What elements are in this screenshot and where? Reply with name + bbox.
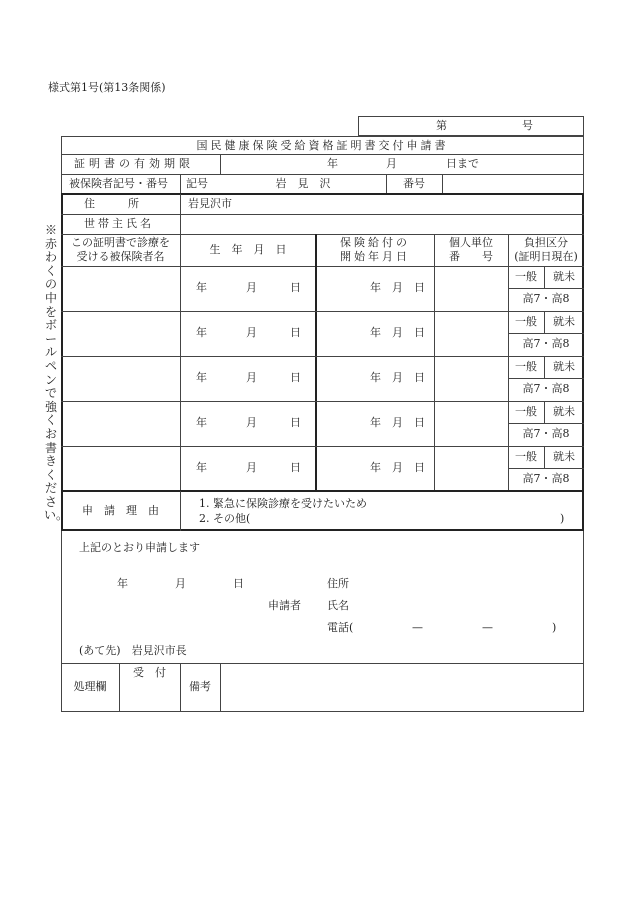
applicant-address-label: 住所 <box>327 577 349 590</box>
header-col4-line1: 個人単位 <box>449 236 493 249</box>
applicant-phone-close: ) <box>552 621 557 634</box>
side-note: ※赤わくの中をボールペンで強くお書きください。 <box>44 223 69 523</box>
row4-day: 日 <box>290 416 301 429</box>
head-label: 世帯主氏名 <box>84 217 154 230</box>
applicant-phone-dash1: — <box>412 621 423 634</box>
reason-option2-close: ) <box>560 512 565 525</box>
row1-koureki: 高7・高8 <box>522 292 570 305</box>
number-box <box>358 116 584 136</box>
date-day: 日 <box>233 577 244 590</box>
row3-year: 年 <box>196 371 207 384</box>
row2-year: 年 <box>196 326 207 339</box>
insured-kigou-label: 記号 <box>186 177 208 190</box>
reason-option1: 1. 緊急に保険診療を受けたいため <box>199 497 367 510</box>
applicant-name-label: 氏名 <box>327 599 349 612</box>
row5-ippan: 一般 <box>515 450 537 463</box>
row1-month: 月 <box>246 281 257 294</box>
header-col1-line1: この証明書で診療を <box>71 236 170 249</box>
row1-ippan: 一般 <box>515 270 537 283</box>
header-col1-line2: 受ける被保険者名 <box>76 250 165 263</box>
row3-ippan: 一般 <box>515 360 537 373</box>
row5-month: 月 <box>246 461 257 474</box>
row3-shumi: 就未 <box>553 360 575 373</box>
row4-year: 年 <box>196 416 207 429</box>
address-value: 岩見沢市 <box>188 197 232 210</box>
form-title: 国民健康保険受給資格証明書交付申請書 <box>196 139 449 152</box>
row1-day: 日 <box>290 281 301 294</box>
validity-year: 年 <box>327 157 338 170</box>
header-col3-line2: 開始年月日 <box>340 250 410 263</box>
address-label: 住 所 <box>84 197 139 210</box>
date-month: 月 <box>175 577 186 590</box>
row2-day: 日 <box>290 326 301 339</box>
validity-label: 証明書の有効期限 <box>74 157 194 170</box>
insured-kigou-value: 岩 見 沢 <box>275 177 331 190</box>
header-col5-line2: (証明日現在) <box>514 250 578 263</box>
applicant-phone-label: 電話( <box>327 621 354 634</box>
form-label: 様式第1号(第13条関係) <box>48 81 166 94</box>
header-col5-line1: 負担区分 <box>524 236 568 249</box>
row4-ippan: 一般 <box>515 405 537 418</box>
header-col2: 生 年 月 日 <box>209 243 287 256</box>
declaration: 上記のとおり申請します <box>79 541 200 554</box>
number-go: 号 <box>522 119 533 132</box>
row5-year: 年 <box>196 461 207 474</box>
row2-start: 年 月 日 <box>370 326 425 339</box>
row4-start: 年 月 日 <box>370 416 425 429</box>
row5-day: 日 <box>290 461 301 474</box>
number-dai: 第 <box>436 119 447 132</box>
footer-remarks: 備考 <box>189 680 211 693</box>
reason-option2: 2. その他( <box>199 512 251 525</box>
validity-month: 月 <box>386 157 397 170</box>
row3-start: 年 月 日 <box>370 371 425 384</box>
row1-start: 年 月 日 <box>370 281 425 294</box>
row4-shumi: 就未 <box>553 405 575 418</box>
insured-bangou-label: 番号 <box>403 177 425 190</box>
row4-koureki: 高7・高8 <box>522 427 570 440</box>
recipient: (あて先) 岩見沢市長 <box>79 644 187 657</box>
row1-shumi: 就未 <box>553 270 575 283</box>
row2-koureki: 高7・高8 <box>522 337 570 350</box>
header-col3-line1: 保険給付の <box>340 236 410 249</box>
footer-received: 受 付 <box>133 666 166 679</box>
applicant-role-label: 申請者 <box>268 599 301 612</box>
row2-month: 月 <box>246 326 257 339</box>
header-col4-line2: 番 号 <box>449 250 493 263</box>
row1-year: 年 <box>196 281 207 294</box>
row5-shumi: 就未 <box>553 450 575 463</box>
row4-month: 月 <box>246 416 257 429</box>
row2-shumi: 就未 <box>553 315 575 328</box>
row2-ippan: 一般 <box>515 315 537 328</box>
insured-label: 被保険者記号・番号 <box>69 177 168 190</box>
applicant-phone-dash2: — <box>482 621 493 634</box>
reason-label: 申 請 理 由 <box>82 504 159 517</box>
footer-processing: 処理欄 <box>73 680 107 693</box>
row3-month: 月 <box>246 371 257 384</box>
row3-day: 日 <box>290 371 301 384</box>
row3-koureki: 高7・高8 <box>522 382 570 395</box>
row5-start: 年 月 日 <box>370 461 425 474</box>
validity-until: 日まで <box>446 157 479 170</box>
row5-koureki: 高7・高8 <box>522 472 570 485</box>
date-year: 年 <box>117 577 128 590</box>
